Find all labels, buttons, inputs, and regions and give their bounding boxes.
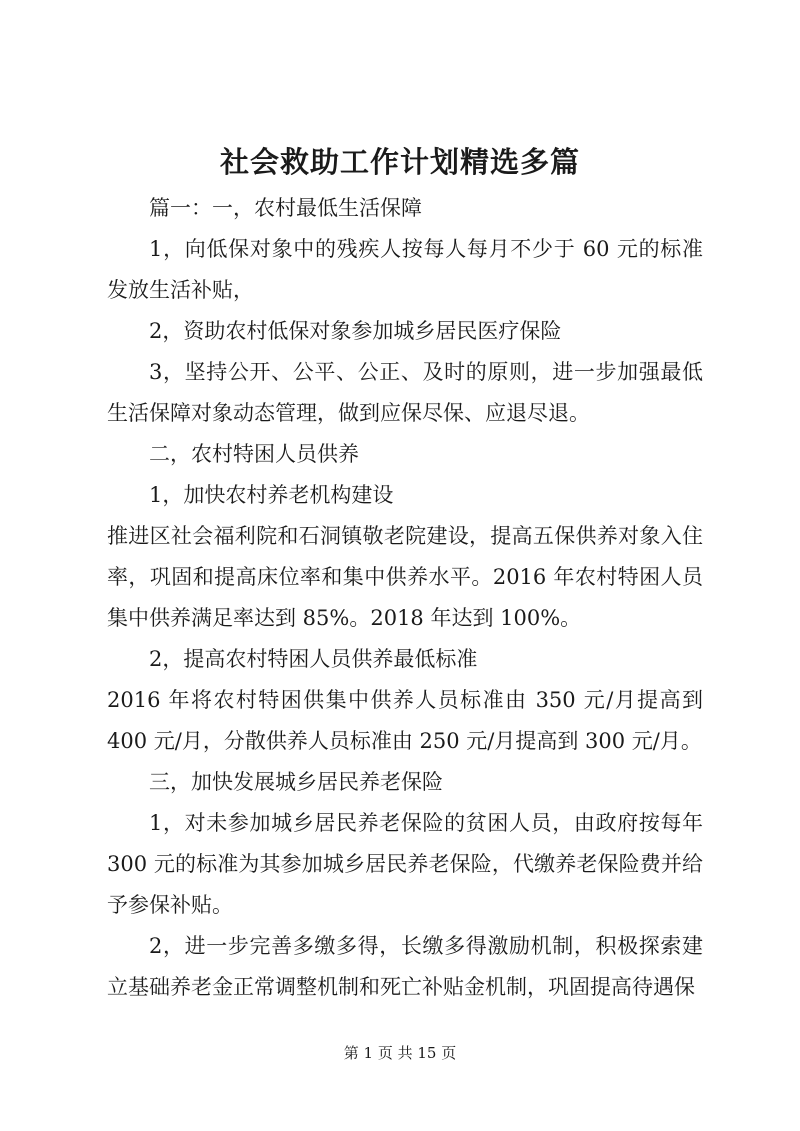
document-title: 社会救助工作计划精选多篇 xyxy=(219,145,580,179)
paragraph-section-3-item-1: 1，对未参加城乡居民养老保险的贫困人员，由政府按每年 300 元的标准为其参加城乡居民养老保险，代缴养老保险费并给予参保补贴。 xyxy=(107,811,703,917)
page-number-footer: 第 1 页 共 15 页 xyxy=(343,1044,457,1062)
paragraph-item-2: 2，资助农村低保对象参加城乡居民医疗保险 xyxy=(149,319,562,343)
paragraph-section-2-item-1: 1，加快农村养老机构建设 xyxy=(149,483,394,507)
paragraph-section-2-body-1: 推进区社会福利院和石洞镇敬老院建设，提高五保供养对象入住率，巩固和提高床位率和集中供养水平。2016 年农村特困人员集中供养满足率达到 85%。2018 年达到 100%。 xyxy=(107,524,703,630)
document-body xyxy=(107,188,703,1008)
paragraph-section-2-heading: 二，农村特困人员供养 xyxy=(149,442,359,466)
paragraph-item-3: 3，坚持公开、公平、公正、及时的原则，进一步加强最低生活保障对象动态管理，做到应保尽保、应退尽退。 xyxy=(107,360,703,425)
paragraph-section-1-heading: 篇一：一，农村最低生活保障 xyxy=(149,196,422,220)
paragraph-item-1: 1，向低保对象中的残疾人按每人每月不少于 60 元的标准发放生活补贴， xyxy=(107,237,703,302)
paragraph-section-2-item-2: 2，提高农村特困人员供养最低标准 xyxy=(149,647,478,671)
paragraph-section-3-heading: 三，加快发展城乡居民养老保险 xyxy=(149,770,443,794)
paragraph-section-2-body-2: 2016 年将农村特困供集中供养人员标准由 350 元/月提高到 400 元/月，分散供养人员标准由 250 元/月提高到 300 元/月。 xyxy=(107,688,703,753)
paragraph-section-3-item-2: 2，进一步完善多缴多得，长缴多得激励机制，积极探索建立基础养老金正常调整机制和死亡补贴金机制，巩固提高待遇保 xyxy=(107,934,703,999)
